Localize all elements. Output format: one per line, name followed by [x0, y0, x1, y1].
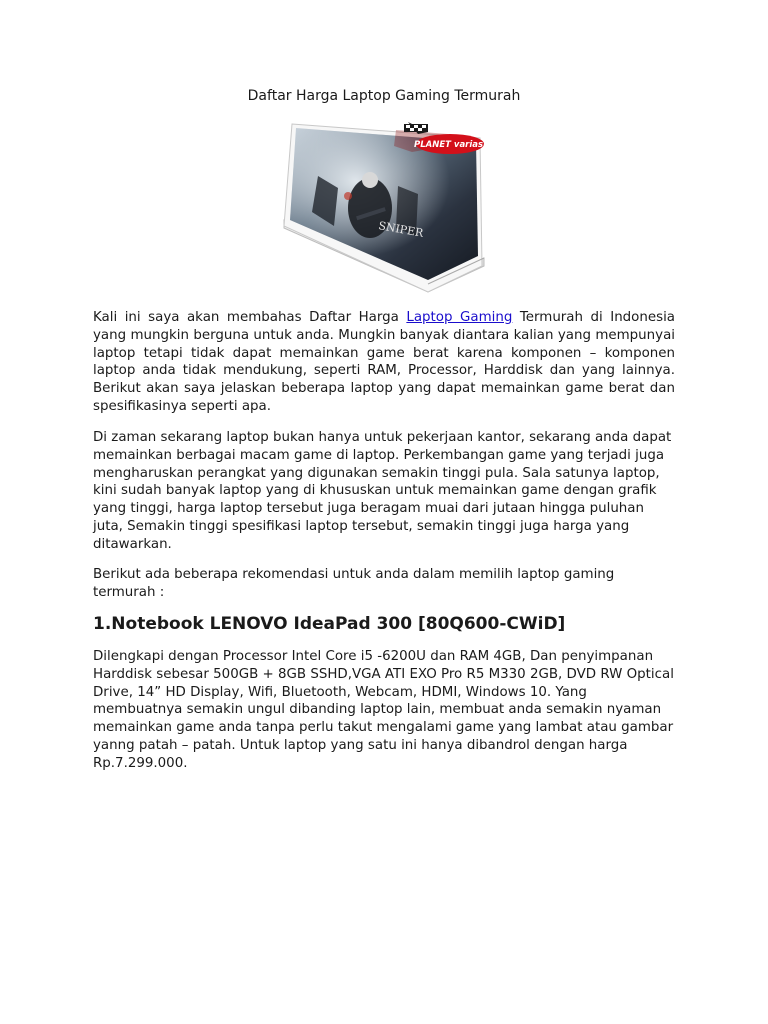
paragraph-rekomendasi: Berikut ada beberapa rekomendasi untuk anda dalam memilih laptop gaming termurah :	[93, 567, 615, 600]
hero-logo-text: PLANET variasi	[414, 140, 486, 150]
section-heading-text: Notebook LENOVO IdeaPad 300 [80Q600-CWiD]	[111, 614, 566, 634]
intro-text-after-link: Termurah di Indonesia yang mungkin berguna untuk anda. Mungkin banyak diantara kalian yang mempunyai laptop tetapi tidak dapat memainkan game berat karena komponen – komponen laptop anda tidak mendukung, seperti RAM, Processor, Harddisk dan yang lainnya. Berikut akan saya jelaskan beberapa laptop yang dapat memainkan game berat dan spesifikasinya seperti apa.	[93, 310, 676, 414]
intro-text-before-link: Kali ini saya akan membahas Daftar Harga	[93, 310, 407, 325]
paragraph-laptop-zaman: Di zaman sekarang laptop bukan hanya untuk pekerjaan kantor, sekarang anda dapat memainkan berbagai macam game di laptop. Perkembangan game yang terjadi juga mengharuskan perangkat yang digunakan semakin tinggi pula. Sala satunya laptop, kini sudah banyak laptop yang di khususkan untuk memainkan game dengan grafik yang tinggi, harga laptop tersebut juga beragam muai dari jutaan hingga puluhan juta, Semakin tinggi spesifikasi laptop tersebut, semakin tinggi juga harga yang ditawarkan.	[93, 430, 672, 552]
planet-variasi-logo	[394, 122, 487, 154]
hero-game-text: SNIPER	[377, 219, 425, 240]
laptop-gaming-link[interactable]: Laptop Gaming	[406, 310, 513, 325]
section-heading-lenovo	[93, 613, 675, 635]
intro-paragraph	[93, 309, 675, 416]
paragraph-lenovo-spec: Dilengkapi dengan Processor Intel Core i5 -6200U dan RAM 4GB, Dan penyimpanan Harddisk sebesar 500GB + 8GB SSHD,VGA ATI EXO Pro R5 M330 2GB, DVD RW Optical Drive, 14” HD Display, Wifi, Bluetooth, Webcam, HDMI, Windows 10. Yang membuatnya semakin ungul dibanding laptop lain, membuat anda semakin nyaman memainkan game anda tanpa perlu takut mengalami game yang lambat atau gambar yanng patah – patah. Untuk laptop yang satu ini hanya dibandrol dengan harga Rp.7.299.000.	[93, 649, 674, 771]
section-heading-number: 1.	[93, 614, 112, 634]
document-title: Daftar Harga Laptop Gaming Termurah	[247, 88, 521, 104]
laptop-gaming-image	[278, 116, 490, 298]
